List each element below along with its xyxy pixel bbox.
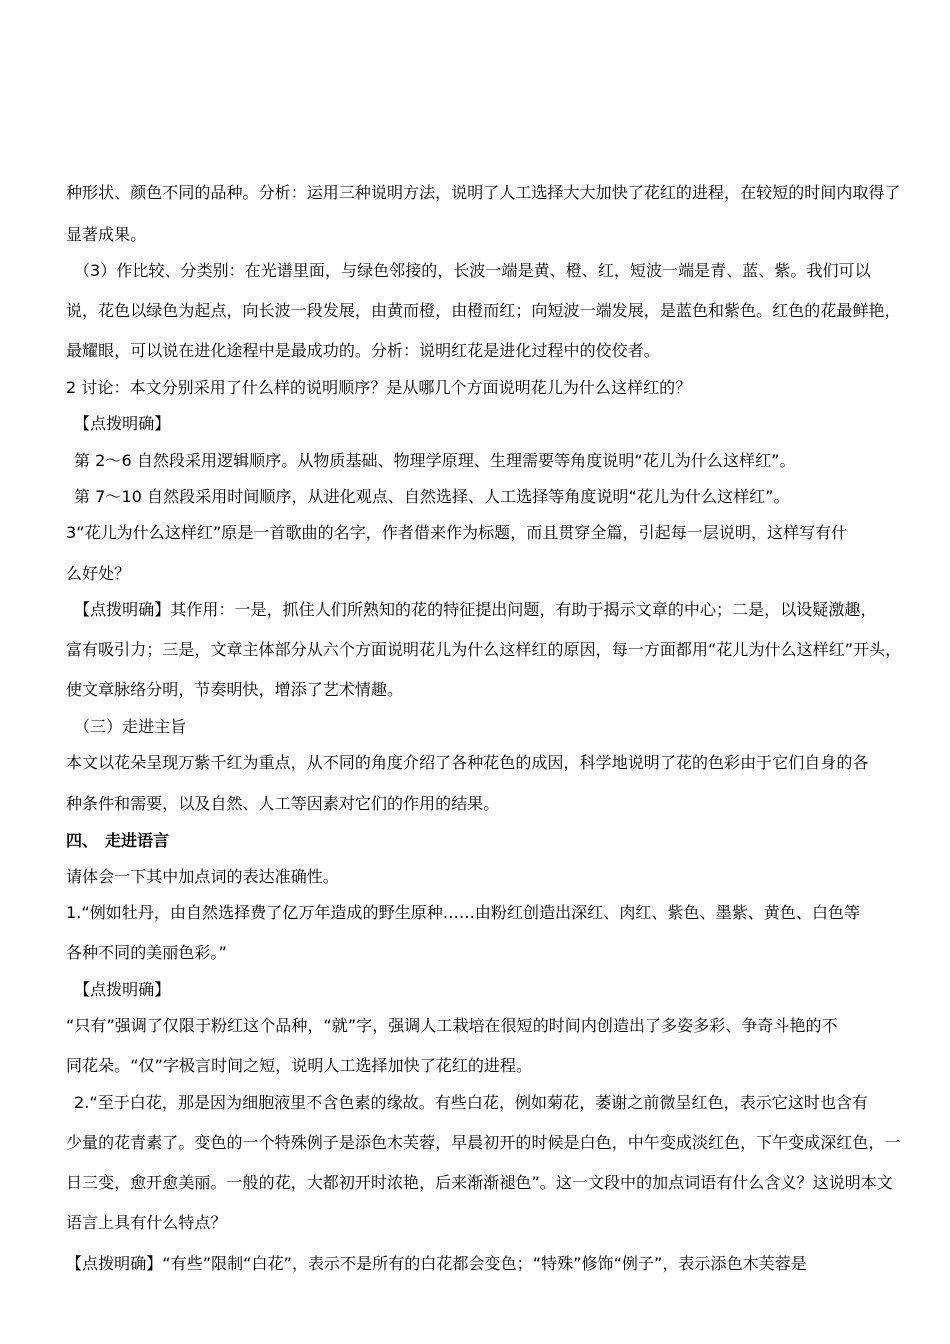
text-line: 说，花色以绿色为起点，向长波一段发展，由黄而橙，由橙而红；向短波一端发展，是蓝色和紫色。红色的花最鲜艳，: [66, 301, 901, 320]
text-line: 3“花儿为什么这样红”原是一首歌曲的名字，作者借来作为标题，而且贯穿全篇，引起每一层说明，这样写有什: [66, 523, 848, 542]
text-line: 种条件和需要，以及自然、人工等因素对它们的作用的结果。: [66, 794, 500, 813]
text-line: 请体会一下其中加点词的表达准确性。: [66, 867, 339, 886]
text-line: （3）作比较、分类别：在光谱里面，与绿色邻接的，长波一端是黄、橙、红，短波一端是青、蓝、紫。我们可以: [74, 261, 871, 280]
text-line: 最耀眼，可以说在进化途程中是最成功的。分析：说明红花是进化过程中的佼佼者。: [66, 341, 660, 360]
text-line: 显著成果。: [66, 225, 147, 244]
text-line: 各种不同的美丽色彩。”: [66, 943, 227, 962]
text-line: 使文章脉络分明，节奏明快，增添了艺术情趣。: [66, 680, 404, 699]
section-number: 四、: [66, 831, 99, 850]
text-line: 【点拨明确】: [74, 980, 171, 999]
text-line: （三）走进主旨: [74, 717, 187, 736]
text-line: 日三变，愈开愈美丽。一般的花，大都初开时浓艳，后来渐渐褪色”。这一文段中的加点词语有什么含义？这说明本文: [66, 1173, 893, 1192]
section-title: 走进语言: [105, 831, 170, 850]
text-line: 1.“例如牡丹，由自然选择费了亿万年造成的野生原种……由粉红创造出深红、肉红、紫色、墨紫、黄色、白色等: [66, 903, 861, 922]
text-line: 么好处？: [66, 564, 131, 583]
text-line: 富有吸引力；三是，文章主体部分从六个方面说明花儿为什么这样红的原因，每一方面都用“花儿为什么这样红”开头，: [66, 640, 902, 659]
text-line: 2.“至于白花，那是因为细胞液里不含色素的缘故。有些白花，例如菊花，萎谢之前微呈红色，表示它这时也含有: [74, 1093, 869, 1112]
text-line: 第 2～6 自然段采用逻辑顺序。从物质基础、物理学原理、生理需要等角度说明“花儿为什么这样红”。: [74, 451, 796, 470]
text-line: 第 7～10 自然段采用时间顺序，从进化观点、自然选择、人工选择等角度说明“花儿为什么这样红”。: [74, 487, 790, 506]
text-line: 【点拨明确】“有些”限制“白花”，表示不是所有的白花都会变色；“特殊”修饰“例子”，表示添色木芙蓉是: [66, 1254, 807, 1273]
text-line: 【点拨明确】其作用：一是，抓住人们所熟知的花的特征提出问题，有助于揭示文章的中心；二是，以设疑激趣，: [74, 600, 877, 619]
text-line: 2 讨论：本文分别采用了什么样的说明顺序？是从哪几个方面说明花儿为什么这样红的？: [66, 378, 692, 397]
text-line: 同花朵。“仅”字极言时间之短，说明人工选择加快了花红的进程。: [66, 1056, 533, 1075]
text-line: 少量的花青素了。变色的一个特殊例子是添色木芙蓉，早晨初开的时候是白色，中午变成淡红色，下午变成深红色，一: [66, 1133, 901, 1152]
text-line: “只有”强调了仅限于粉红这个品种，“就”字，强调人工栽培在很短的时间内创造出了多姿多彩、争奇斗艳的不: [66, 1016, 838, 1035]
text-line: 【点拨明确】: [74, 414, 171, 433]
text-line: 种形状、颜色不同的品种。分析：运用三种说明方法，说明了人工选择大大加快了花红的进程，在较短的时间内取得了: [66, 183, 901, 202]
text-line: 本文以花朵呈现万紫千红为重点，从不同的角度介绍了各种花色的成因，科学地说明了花的色彩由于它们自身的各: [66, 753, 869, 772]
text-line: 语言上具有什么特点？: [66, 1213, 227, 1232]
